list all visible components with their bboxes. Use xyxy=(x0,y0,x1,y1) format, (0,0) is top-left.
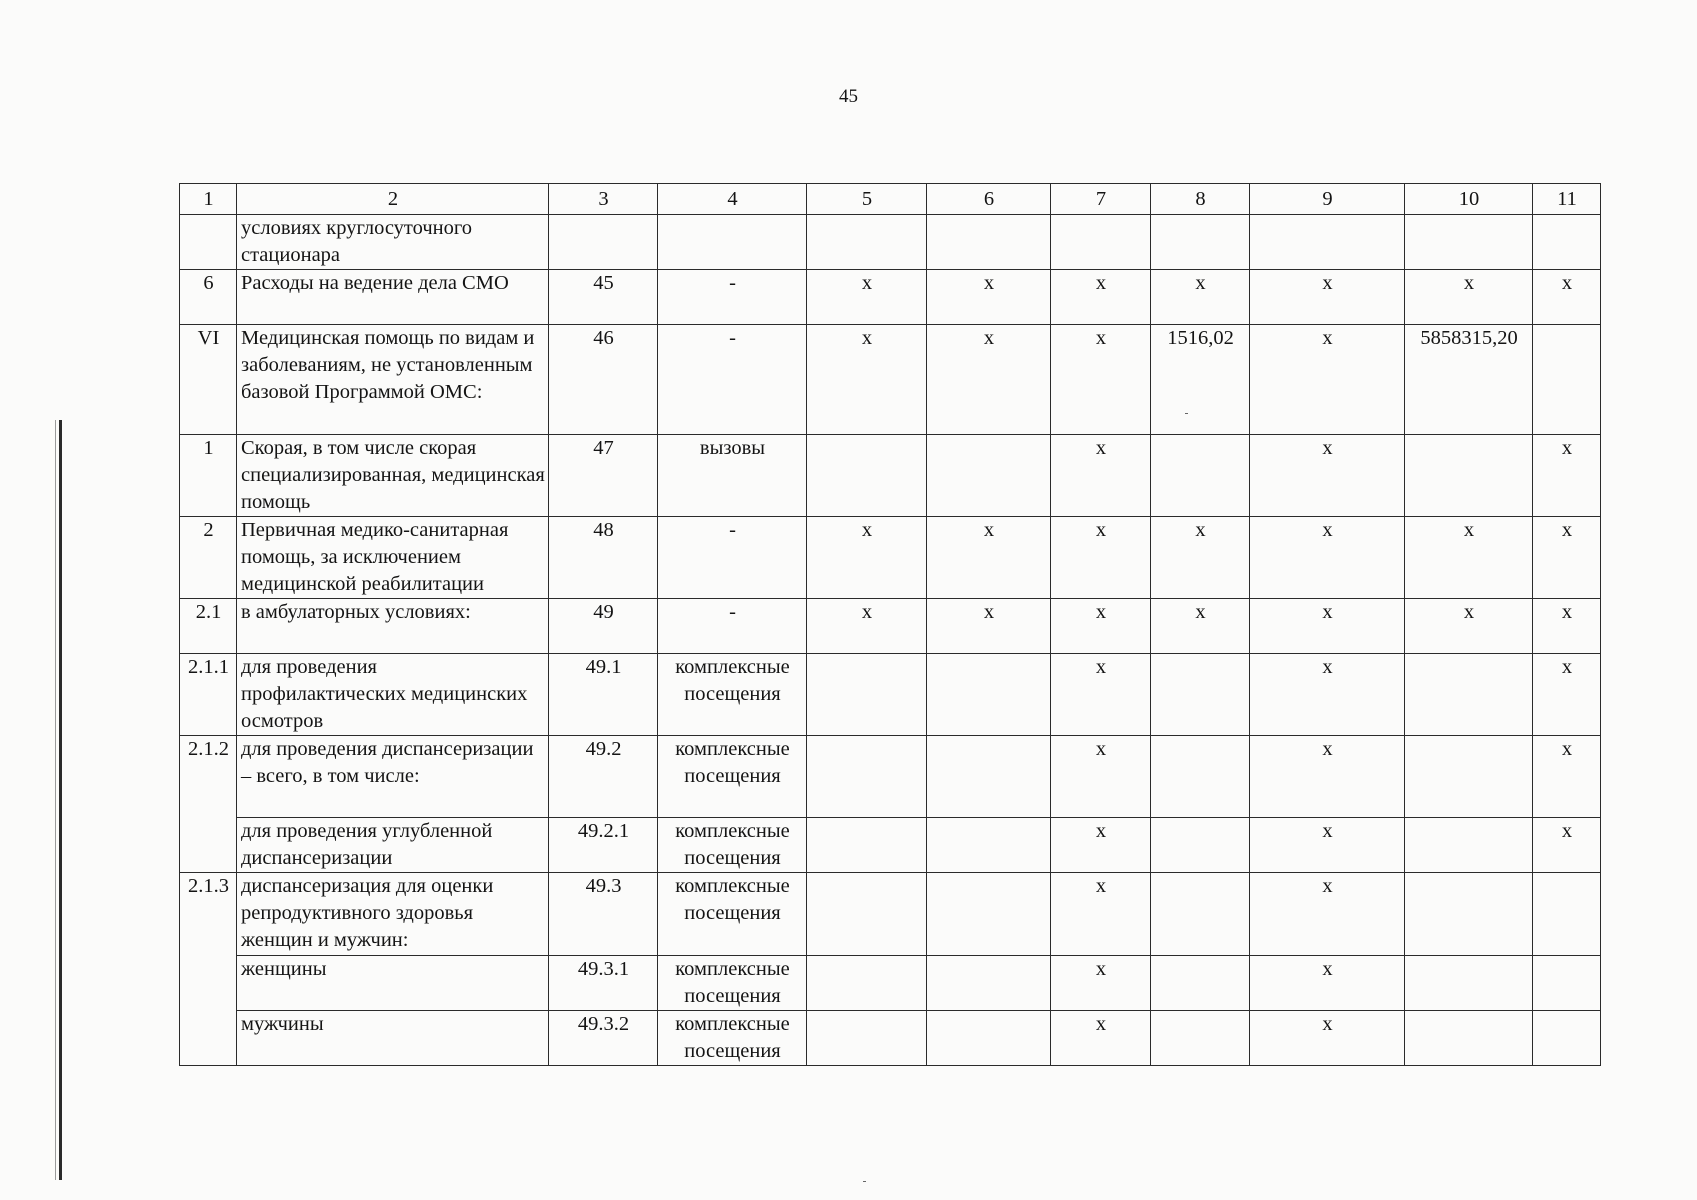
row-number: 2.1.2 xyxy=(180,736,237,818)
column-number: 2 xyxy=(237,184,549,215)
cell-col10: х xyxy=(1405,517,1533,599)
row-code: 49 xyxy=(549,599,658,654)
row-number xyxy=(180,818,237,873)
cell-col9: х xyxy=(1250,325,1405,435)
row-name: для проведения углубленной диспансеризации xyxy=(237,818,549,873)
cell-col10 xyxy=(1405,736,1533,818)
cell-col5 xyxy=(807,215,927,270)
cell-col6 xyxy=(927,736,1051,818)
cell-col5 xyxy=(807,435,927,517)
column-number: 6 xyxy=(927,184,1051,215)
cell-col6: х xyxy=(927,270,1051,325)
cell-col9: х xyxy=(1250,517,1405,599)
column-number: 11 xyxy=(1533,184,1601,215)
cell-col5 xyxy=(807,654,927,736)
cell-col11 xyxy=(1533,873,1601,956)
cell-col9: х xyxy=(1250,956,1405,1011)
cell-col6 xyxy=(927,873,1051,956)
row-number xyxy=(180,215,237,270)
cell-col8 xyxy=(1151,873,1250,956)
row-code: 46 xyxy=(549,325,658,435)
row-code: 45 xyxy=(549,270,658,325)
cell-col9 xyxy=(1250,215,1405,270)
table-row xyxy=(180,956,1601,1011)
cell-col5: х xyxy=(807,325,927,435)
row-unit xyxy=(658,215,807,270)
cell-col6: х xyxy=(927,325,1051,435)
cell-col8: х xyxy=(1151,270,1250,325)
cell-col6: х xyxy=(927,599,1051,654)
cell-col11: х xyxy=(1533,654,1601,736)
cell-col9: х xyxy=(1250,599,1405,654)
cell-col11: х xyxy=(1533,517,1601,599)
cell-col10 xyxy=(1405,654,1533,736)
cell-col8 xyxy=(1151,215,1250,270)
cell-col5 xyxy=(807,956,927,1011)
column-number: 3 xyxy=(549,184,658,215)
row-name: для проведения профилактических медицинских осмотров xyxy=(237,654,549,736)
row-code: 49.3.2 xyxy=(549,1011,658,1066)
cell-col5 xyxy=(807,818,927,873)
cell-col7: х xyxy=(1051,818,1151,873)
table-row xyxy=(180,818,1601,873)
data-table xyxy=(179,183,1601,1066)
row-name: в амбулаторных условиях: xyxy=(237,599,549,654)
row-code: 48 xyxy=(549,517,658,599)
row-unit: комплексные посещения xyxy=(658,873,807,956)
cell-col8 xyxy=(1151,736,1250,818)
cell-col6 xyxy=(927,654,1051,736)
cell-col7: х xyxy=(1051,736,1151,818)
cell-col5 xyxy=(807,873,927,956)
cell-col10 xyxy=(1405,1011,1533,1066)
cell-col10: 5858315,20 xyxy=(1405,325,1533,435)
row-name: Первичная медико-санитарная помощь, за исключением медицинской реабилитации xyxy=(237,517,549,599)
scan-edge-bar xyxy=(59,420,62,1180)
row-number: 2.1.1 xyxy=(180,654,237,736)
cell-col10 xyxy=(1405,435,1533,517)
row-unit: - xyxy=(658,517,807,599)
cell-col7: х xyxy=(1051,517,1151,599)
cell-col8 xyxy=(1151,654,1250,736)
cell-col8: х xyxy=(1151,517,1250,599)
row-number: 1 xyxy=(180,435,237,517)
row-name: Медицинская помощь по видам и заболеваниям, не установленным базовой Программой ОМС: xyxy=(237,325,549,435)
cell-col10 xyxy=(1405,956,1533,1011)
row-name: женщины xyxy=(237,956,549,1011)
row-name: Расходы на ведение дела СМО xyxy=(237,270,549,325)
row-unit: - xyxy=(658,270,807,325)
column-number: 1 xyxy=(180,184,237,215)
row-unit: комплексные посещения xyxy=(658,956,807,1011)
cell-col9: х xyxy=(1250,435,1405,517)
cell-col11 xyxy=(1533,1011,1601,1066)
row-unit: комплексные посещения xyxy=(658,1011,807,1066)
cell-col8 xyxy=(1151,818,1250,873)
row-name: Скорая, в том числе скорая специализированная, медицинская помощь xyxy=(237,435,549,517)
row-number: 2.1 xyxy=(180,599,237,654)
cell-col10: х xyxy=(1405,599,1533,654)
table-row xyxy=(180,215,1601,270)
row-name: мужчины xyxy=(237,1011,549,1066)
cell-col5 xyxy=(807,736,927,818)
column-number: 9 xyxy=(1250,184,1405,215)
row-unit: комплексные посещения xyxy=(658,654,807,736)
cell-col11: х xyxy=(1533,736,1601,818)
table-row xyxy=(180,599,1601,654)
cell-col11 xyxy=(1533,325,1601,435)
scan-speck xyxy=(863,1181,866,1182)
cell-col7: х xyxy=(1051,325,1151,435)
cell-col6 xyxy=(927,215,1051,270)
row-number: VI xyxy=(180,325,237,435)
table-row xyxy=(180,270,1601,325)
row-number: 2 xyxy=(180,517,237,599)
table-row xyxy=(180,736,1601,818)
cell-col9: х xyxy=(1250,270,1405,325)
cell-col6 xyxy=(927,435,1051,517)
cell-col9: х xyxy=(1250,736,1405,818)
row-code: 49.3.1 xyxy=(549,956,658,1011)
row-name: диспансеризация для оценки репродуктивного здоровья женщин и мужчин: xyxy=(237,873,549,956)
table-row xyxy=(180,654,1601,736)
cell-col7 xyxy=(1051,215,1151,270)
row-code: 47 xyxy=(549,435,658,517)
table-row xyxy=(180,873,1601,956)
cell-col8: 1516,02 xyxy=(1151,325,1250,435)
row-code: 49.2 xyxy=(549,736,658,818)
scan-edge-line xyxy=(55,420,56,1180)
column-number: 10 xyxy=(1405,184,1533,215)
cell-col11: х xyxy=(1533,599,1601,654)
cell-col7: х xyxy=(1051,956,1151,1011)
row-number xyxy=(180,956,237,1011)
row-number: 6 xyxy=(180,270,237,325)
cell-col5: х xyxy=(807,517,927,599)
row-unit: - xyxy=(658,599,807,654)
row-unit: вызовы xyxy=(658,435,807,517)
cell-col11 xyxy=(1533,215,1601,270)
cell-col6: х xyxy=(927,517,1051,599)
cell-col8 xyxy=(1151,956,1250,1011)
row-name: для проведения диспансеризации – всего, в том числе: xyxy=(237,736,549,818)
row-code xyxy=(549,215,658,270)
cell-col7: х xyxy=(1051,1011,1151,1066)
cell-col11: х xyxy=(1533,818,1601,873)
cell-col11: х xyxy=(1533,435,1601,517)
cell-col7: х xyxy=(1051,270,1151,325)
cell-col9: х xyxy=(1250,654,1405,736)
cell-col6 xyxy=(927,956,1051,1011)
column-number: 8 xyxy=(1151,184,1250,215)
row-number: 2.1.3 xyxy=(180,873,237,956)
cell-col7: х xyxy=(1051,599,1151,654)
cell-col5: х xyxy=(807,270,927,325)
column-number-row xyxy=(180,184,1601,215)
cell-col5: х xyxy=(807,599,927,654)
cell-col9: х xyxy=(1250,873,1405,956)
cell-col7: х xyxy=(1051,435,1151,517)
cell-col11 xyxy=(1533,956,1601,1011)
table-row xyxy=(180,1011,1601,1066)
page-number: 45 xyxy=(839,86,858,107)
row-number xyxy=(180,1011,237,1066)
row-code: 49.1 xyxy=(549,654,658,736)
cell-col9: х xyxy=(1250,1011,1405,1066)
cell-col9: х xyxy=(1250,818,1405,873)
row-code: 49.3 xyxy=(549,873,658,956)
cell-col10 xyxy=(1405,215,1533,270)
cell-col10 xyxy=(1405,818,1533,873)
table-row xyxy=(180,435,1601,517)
row-unit: комплексные посещения xyxy=(658,736,807,818)
table-row xyxy=(180,325,1601,435)
column-number: 5 xyxy=(807,184,927,215)
column-number: 7 xyxy=(1051,184,1151,215)
cell-col6 xyxy=(927,818,1051,873)
cell-col10: х xyxy=(1405,270,1533,325)
cell-col8 xyxy=(1151,435,1250,517)
cell-col8: х xyxy=(1151,599,1250,654)
row-unit: комплексные посещения xyxy=(658,818,807,873)
cell-col10 xyxy=(1405,873,1533,956)
cell-col5 xyxy=(807,1011,927,1066)
column-number: 4 xyxy=(658,184,807,215)
row-name: условиях круглосуточного стационара xyxy=(237,215,549,270)
cell-col7: х xyxy=(1051,654,1151,736)
row-code: 49.2.1 xyxy=(549,818,658,873)
cell-col11: х xyxy=(1533,270,1601,325)
cell-col8 xyxy=(1151,1011,1250,1066)
cell-col6 xyxy=(927,1011,1051,1066)
cell-col7: х xyxy=(1051,873,1151,956)
table-row xyxy=(180,517,1601,599)
row-unit: - xyxy=(658,325,807,435)
